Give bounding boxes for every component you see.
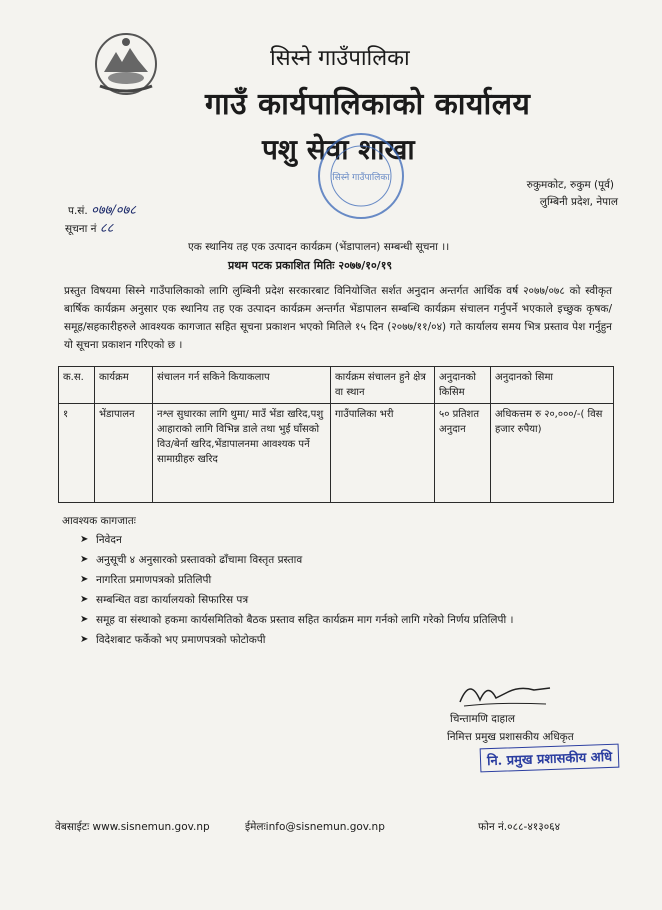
table-cell: भेंडापालन [95,404,153,503]
required-docs-list [80,530,514,650]
table-cell: ५० प्रतिशत अनुदान [435,404,491,503]
list-item [80,550,514,570]
published-date: प्रथम पटक प्रकाशित मितिः २०७७/१०/१९ [228,259,393,272]
notice-body: प्रस्तुत विषयमा सिस्ने गाउँपालिकाको लागि लुम्बिनी प्रदेश सरकारबाट विनियोजित सर्शत अनुदान अन्तर्गत आर्थिक वर्ष २०७७/०७८ को स्वीकृत बार्षिक कार्यक्रम अनुसार एक स्थानिय तह एक उत्पादन कार्यक्रम अन्तर्गत भेंडापालन सम्बन्धि कार्यक्रम संचालन गर्नुपर्ने भएकाले इच्छुक कृषक/समूह/सहकारीहरुले आवश्यक कागजात सहित सूचना प्रकाशन भएको मितिले १५ दिन (२०७७/११/०४) गते कार्यालय समय भित्र प्रस्ताव पेश गर्नुहुन यो सूचना प्रकाशन गरिएको छ । [64,285,612,351]
notice-label: सूचना नं [65,223,97,235]
stamp-text: सिस्ने गाउँपालिका [332,173,390,183]
list-item [80,590,514,610]
table-header: अनुदानको सिमा [491,367,614,404]
list-item [80,610,514,630]
table-header: संचालन गर्न सकिने कियाकलाप [153,367,331,404]
arrow-bullet-icon: ➤ [80,534,89,545]
table-cell: गाउँपालिका भरी [331,404,435,503]
notice-number [65,218,113,236]
list-item-text: सम्बन्धित वडा कार्यालयको सिफारिस पत्र [96,594,249,606]
table-cell: १ [59,404,95,503]
footer-website: वेबसाईटः www.sisnemun.gov.np [55,821,210,833]
subject-line: एक स्थानिय तह एक उत्पादन कार्यक्रम (भेंडापालन) सम्बन्धी सूचना ।। [188,241,450,253]
footer-phone: फोन नं.०८८-४१३०६४ [478,821,561,833]
ref-label: प.सं. [68,205,88,217]
list-item-text: नागरिता प्रमाणपत्रको प्रतिलिपी [96,574,212,586]
section-name: पशु सेवा शाखा [262,133,415,166]
municipality-name: सिस्ने गाउँपालिका [270,46,410,71]
signature-icon [450,672,560,712]
required-docs-title: आवश्यक कागजातः [62,515,136,527]
notice-value: ८८ [99,221,114,236]
reference-number [68,200,136,218]
table-header: अनुदानको किसिम [435,367,491,404]
list-item-text: अनुसूची ४ अनुसारको प्रस्तावको ढाँचामा विस्तृत प्रस्ताव [96,554,303,566]
table-header: क.स. [59,367,95,404]
arrow-bullet-icon: ➤ [80,614,89,625]
program-table [58,366,614,503]
table-header-row [59,367,614,404]
footer-email: ईमेलःinfo@sisnemun.gov.np [245,821,385,833]
list-item-text: समूह वा संस्थाको हकमा कार्यसमितिको बैठक प्रस्ताव सहित कार्यक्रम माग गर्नको लागि गरेको निर्णय प्रतिलिपी । [96,614,514,626]
list-item-text: निवेदन [96,534,122,546]
arrow-bullet-icon: ➤ [80,634,89,645]
arrow-bullet-icon: ➤ [80,574,89,585]
signatory-title: निमित्त प्रमुख प्रशासकीय अधिकृत [447,731,574,743]
list-item [80,570,514,590]
office-stamp-icon [315,130,407,222]
table-header: कार्यक्रम [95,367,153,404]
list-item [80,630,514,650]
address-line-1: रुकुमकोट, रुकुम (पूर्व) [526,179,614,191]
signatory-stamp: नि. प्रमुख प्रशासकीय अधि [480,744,620,773]
ref-value: ०७७/०७८ [91,203,137,218]
list-item-text: विदेशबाट फर्केको भए प्रमाणपत्रको फोटोकपी [96,634,266,646]
arrow-bullet-icon: ➤ [80,594,89,605]
table-header: कार्यक्रम संचालन हुने क्षेत्र वा स्थान [331,367,435,404]
table-cell: अधिकत्तम रु २०,०००/-( विस हजार रुपैया) [491,404,614,503]
list-item [80,530,514,550]
signatory-name: चिन्तामणि दाहाल [450,713,515,725]
table-row [59,404,614,503]
office-name: गाउँ कार्यपालिकाको कार्यालय [205,87,531,122]
address-line-2: लुम्बिनी प्रदेश, नेपाल [539,196,618,208]
nepal-emblem-icon [92,30,160,98]
table-cell: नश्ल सुधारका लागि थुमा/ माउँ भेंडा खरिद,पशु आहाराको लागि विभिन्न डाले तथा भुई घाँसको विउ/बेर्ना खरिद,भेंडापालनमा आवश्यक पर्ने सामाग्रीहरु खरिद [153,404,331,503]
arrow-bullet-icon: ➤ [80,554,89,565]
